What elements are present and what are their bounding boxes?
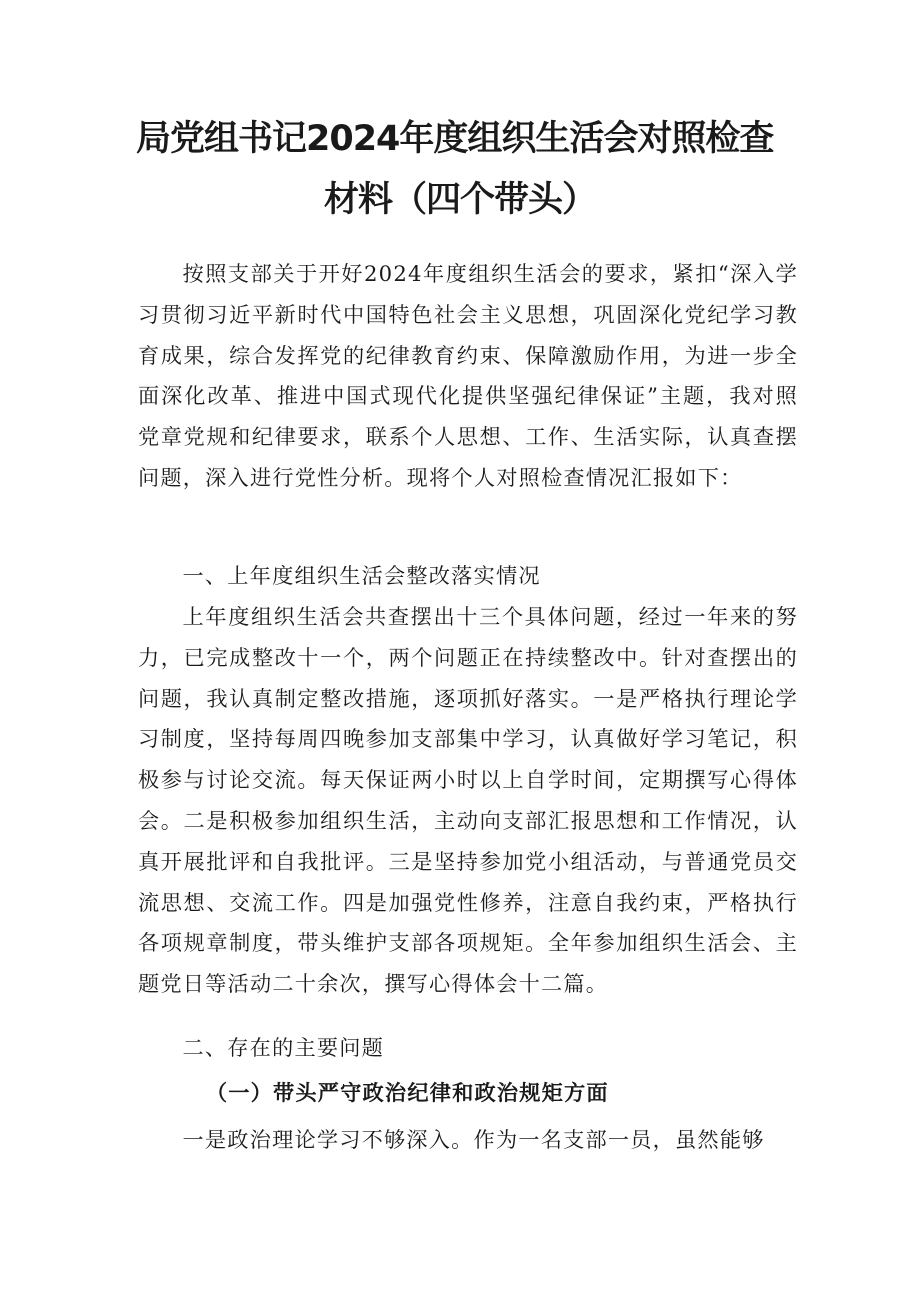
subsection1-paragraph: 一是政治理论学习不够深入。作为一名支部一员，虽然能够 [182, 1127, 765, 1152]
document-title-line2: 材料（四个带头） [323, 180, 596, 220]
intro-paragraph: 按照支部关于开好2024年度组织生活会的要求，紧扣“深入学习贯彻习近平新时代中国特色社会主义思想，巩固深化党纪学习教育成果，综合发挥党的纪律教育约束、保障激励作用，为进一步全面深化改革、推进中国式现代化提供坚强纪律保证”主题，我对照党章党规和纪律要求，联系个人思想、工作、生活实际，认真查摆问题，深入进行党性分析。现将个人对照检查情况汇报如下： [138, 261, 798, 490]
section1-heading: 一、上年度组织生活会整改落实情况 [182, 563, 541, 588]
section2-heading: 二、存在的主要问题 [182, 1035, 385, 1060]
subsection1-heading: （一）带头严守政治纪律和政治规矩方面 [205, 1080, 609, 1105]
section1-paragraph: 上年度组织生活会共查摆出十三个具体问题，经过一年来的努力，已完成整改十一个，两个问题正在持续整改中。针对查摆出的问题，我认真制定整改措施，逐项抓好落实。一是严格执行理论学习制度，坚持每周四晚参加支部集中学习，认真做好学习笔记，积极参与讨论交流。每天保证两小时以上自学时间，定期撰写心得体会。二是积极参加组织生活，主动向支部汇报思想和工作情况，认真开展批评和自我批评。三是坚持参加党小组活动，与普通党员交流思想、交流工作。四是加强党性修养，注意自我约束，严格执行各项规章制度，带头维护支部各项规矩。全年参加组织生活会、主题党日等活动二十余次，撰写心得体会十二篇。 [138, 604, 798, 997]
document-title-line1: 局党组书记2024年度组织生活会对照检查 [136, 119, 774, 159]
